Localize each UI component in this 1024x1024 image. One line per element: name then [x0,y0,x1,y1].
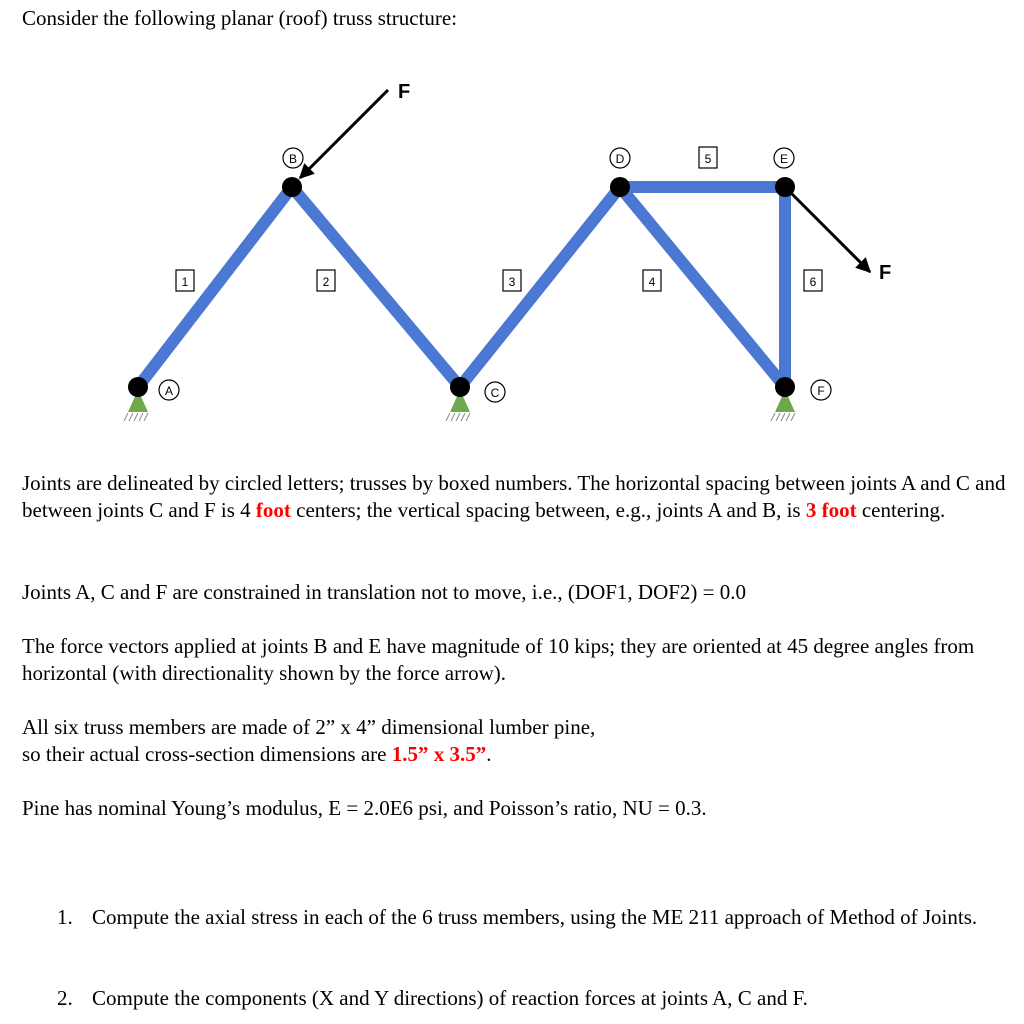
joint-label-b [283,148,303,168]
svg-text:3: 3 [508,275,516,289]
three-foot-highlight: 3 foot [805,498,857,522]
member-label-2 [317,270,335,291]
joint-d [610,177,630,197]
svg-text:5: 5 [704,152,712,166]
foot-highlight: foot [255,498,291,522]
force-label-e: F [879,262,892,284]
svg-text:D: D [615,152,625,166]
svg-text:C: C [490,386,500,400]
spacing-paragraph: Joints are delineated by circled letters; trusses by boxed numbers. The horizontal spacing between joints A and C and between joints C and F is 4 foot centers; the vertical spacing between, e.g., joints A and B, is 3 foot centering. [22,471,1006,522]
member-label-3 [503,270,521,291]
member-label-6 [804,270,822,291]
joint-b [282,177,302,197]
joint-label-e [774,148,794,168]
force-label-b: F [398,81,411,103]
member-3 [460,187,620,387]
truss-diagram [0,40,1024,440]
material-paragraph: All six truss members are made of 2” x 4” dimensional lumber pine, so their actual cross-section dimensions are 1.5” x 3.5”. [22,715,596,766]
force-paragraph: The force vectors applied at joints B and E have magnitude of 10 kips; they are oriented at 45 degree angles from horizontal (with directionality shown by the force arrow). [22,634,975,685]
force-arrow-b [300,90,388,178]
svg-text:E: E [779,152,789,166]
constraint-paragraph: Joints A, C and F are constrained in translation not to move, i.e., (DOF1, DOF2) = 0.0 [22,580,747,604]
cross-section-highlight: 1.5” x 3.5” [391,742,487,766]
question-1 [57,904,1007,931]
member-1 [138,187,292,387]
question-number: 1. [57,905,73,929]
joint-c [450,377,470,397]
intro-text: Consider the following planar (roof) truss structure: [22,6,458,30]
question-text: Compute the components (X and Y directions) of reaction forces at joints A, C and F. [92,986,808,1010]
svg-text:1: 1 [181,275,189,289]
question-text: Compute the axial stress in each of the 6 truss members, using the ME 211 approach of Method of Joints. [92,905,978,929]
svg-text:4: 4 [648,275,656,289]
joint-label-f [811,380,831,400]
force-arrow-e [792,194,870,272]
svg-text:F: F [817,384,825,398]
member-label-1 [176,270,194,291]
question-2 [57,985,1007,1012]
member-label-5 [699,147,717,168]
joint-label-d [610,148,630,168]
joint-a [128,377,148,397]
member-label-4 [643,270,661,291]
joint-label-c [485,382,505,402]
joint-f [775,377,795,397]
svg-text:B: B [288,152,298,166]
svg-text:A: A [164,384,174,398]
question-number: 2. [57,986,73,1010]
members [138,187,785,387]
modulus-paragraph: Pine has nominal Young’s modulus, E = 2.0E6 psi, and Poisson’s ratio, NU = 0.3. [22,796,707,820]
joint-label-a [159,380,179,400]
svg-text:6: 6 [809,275,817,289]
svg-text:2: 2 [322,275,330,289]
